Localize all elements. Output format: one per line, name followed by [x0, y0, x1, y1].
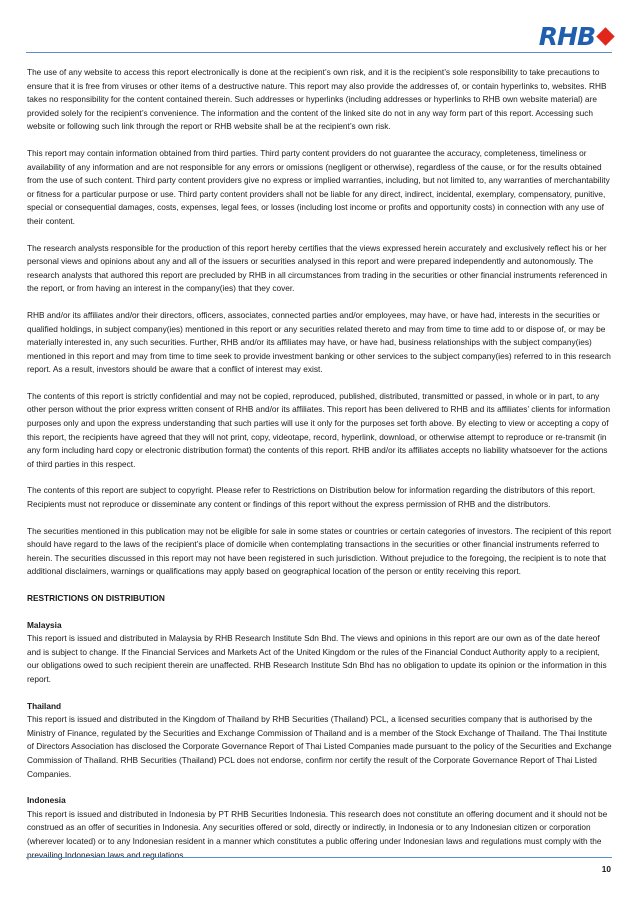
region-text: This report is issued and distributed in Indonesia by PT RHB Securities Indonesia. This research does not constitute an offering document and it should not be construed as an offer of securities in Indonesia. Any securities offered or sold, directly or indirectly, in Indonesia or to any Indonesian citizen or corporation (wherever located) or to any Indonesian resident in a manner which constitutes a public offering under Indonesian laws and regulations must comply with the prevailing Indonesian laws and regulations. [27, 808, 608, 860]
region-indonesia [27, 794, 613, 862]
paragraph-conflict-of-interest: RHB and/or its affiliates and/or their directors, officers, associates, connected parties and/or employees, may have, or have had, interests in the securities or qualified holdings, in subject company(ies) mentioned in this report or any securities related thereto and may from time to time add to or dispose of, or may be materially interested in, any such securities. Further, RHB and/or its affiliates may have, or have had, business relationships with the subject company(ies) mentioned in this report and may from time to time seek to provide investment banking or other services to the subject company(ies) referred to in this research report. As a result, investors should be aware that a conflict of interest may exist. [27, 309, 611, 375]
region-heading: Thailand [27, 700, 62, 711]
paragraph-website-risk: The use of any website to access this report electronically is done at the recipient’s own risk, and it is the recipient’s sole responsibility to take precautions to ensure that it is free from viruses or other items of a destructive nature. This report may also provide the addresses of, or contain hyperlinks to, websites. RHB takes no responsibility for the content contained therein. Such addresses or hyperlinks (including addresses or hyperlinks to RHB own website material) are provided solely for the recipient’s convenience. The information and the content of the linked site do not in any way form part of this report. Accessing such website or following such link through the report or RHB website shall be at the recipient’s own risk. [27, 67, 607, 132]
restrictions-heading: RESTRICTIONS ON DISTRIBUTION [27, 593, 165, 603]
paragraph-third-party: This report may contain information obtained from third parties. Third party content providers do not guarantee the accuracy, completeness, timeliness or availability of any information and are not responsible for any errors or omissions (negligent or otherwise), regardless of the cause, or for the results obtained from the use of such content. Third party content providers give no express or implied warranties, including, but not limited to, any warranties of merchantability or fitness for a particular purpose or use. Third party content providers shall not be liable for any direct, indirect, incidental, exemplary, compensatory, punitive, special or consequential damages, costs, expenses, legal fees, or losses (including lost income or profits and opportunity costs) in connection with any use of their content. [27, 147, 610, 226]
region-malaysia [27, 619, 613, 687]
region-thailand [27, 700, 613, 782]
header-divider [26, 52, 612, 53]
paragraph-eligibility: The securities mentioned in this publication may not be eligible for sale in some states or countries or certain categories of investors. The recipient of this report should have regard to the laws of the recipient’s place of domicile when contemplating transactions in the securities or other financial instruments referred to herein. The securities discussed in this report may not have been registered in such jurisdiction. Without prejudice to the foregoing, the recipient is to note that additional disclaimers, warnings or qualifications may apply based on geographical location of the person or entity receiving this report. [27, 525, 612, 577]
rhb-logo [539, 22, 612, 50]
paragraph-confidentiality: The contents of this report is strictly confidential and may not be copied, reproduced, published, distributed, transmitted or passed, in whole or in part, to any other person without the prior express written consent of RHB and/or its affiliates. This report has been delivered to RHB and its affiliates’ clients for information purposes only and upon the express understanding that such parties will use it only for the purposes set forth above. By electing to view or accepting a copy of this report, the recipients have agreed that they will not print, copy, videotape, record, hyperlink, download, or otherwise attempt to reproduce or re-transmit (in any form including hard copy or electronic distribution format) the contents of this report. RHB and/or its affiliates accepts no liability whatsoever for the actions of third parties in this respect. [27, 390, 611, 469]
paragraph-analyst-certification: The research analysts responsible for the production of this report hereby certifies that the views expressed herein accurately and exclusively reflect his or her personal views and opinions about any and all of the issuers or securities analysed in this report and were prepared independently and autonomously. The research analysts that authored this report are precluded by RHB in all circumstances from trading in the securities or other financial instruments referenced in the report, or from having an interest in the company(ies) that they cover. [27, 242, 608, 294]
region-text: This report is issued and distributed in Malaysia by RHB Research Institute Sdn Bhd. The views and opinions in this report are our own as of the date hereof and is subject to change. If the Financial Services and Markets Act of the United Kingdom or the rules of the Financial Conduct Authority apply to a recipient, our obligations owed to such recipient therein are unaffected. RHB Research Institute Sdn Bhd has no obligation to update its opinion or the information in this report. [27, 633, 607, 684]
disclaimer-body [27, 66, 613, 875]
region-heading: Malaysia [27, 619, 62, 630]
page-number: 10 [601, 864, 611, 874]
logo-diamond-icon [596, 27, 614, 45]
region-heading: Indonesia [27, 795, 66, 806]
footer-divider [26, 857, 612, 858]
region-text: This report is issued and distributed in the Kingdom of Thailand by RHB Securities (Thailand) PCL, a licensed securities company that is authorised by the Ministry of Finance, regulated by the Securities and Exchange Commission of Thailand and is a member of the Stock Exchange of Thailand. The Thai Institute of Directors Association has disclosed the Corporate Governance Report of Thai Listed Companies made pursuant to the policy of the Securities and Exchange Commission of Thailand. RHB Securities (Thailand) PCL does not endorse, confirm nor certify the result of the Corporate Governance Report of Thai Listed Companies. [27, 714, 612, 779]
paragraph-copyright: The contents of this report are subject to copyright. Please refer to Restrictions on Distribution below for information regarding the distributors of this report. Recipients must not reproduce or disseminate any content or findings of this report without the express permission of RHB and the distributors. [27, 485, 596, 510]
logo-text: RHB [538, 21, 595, 51]
